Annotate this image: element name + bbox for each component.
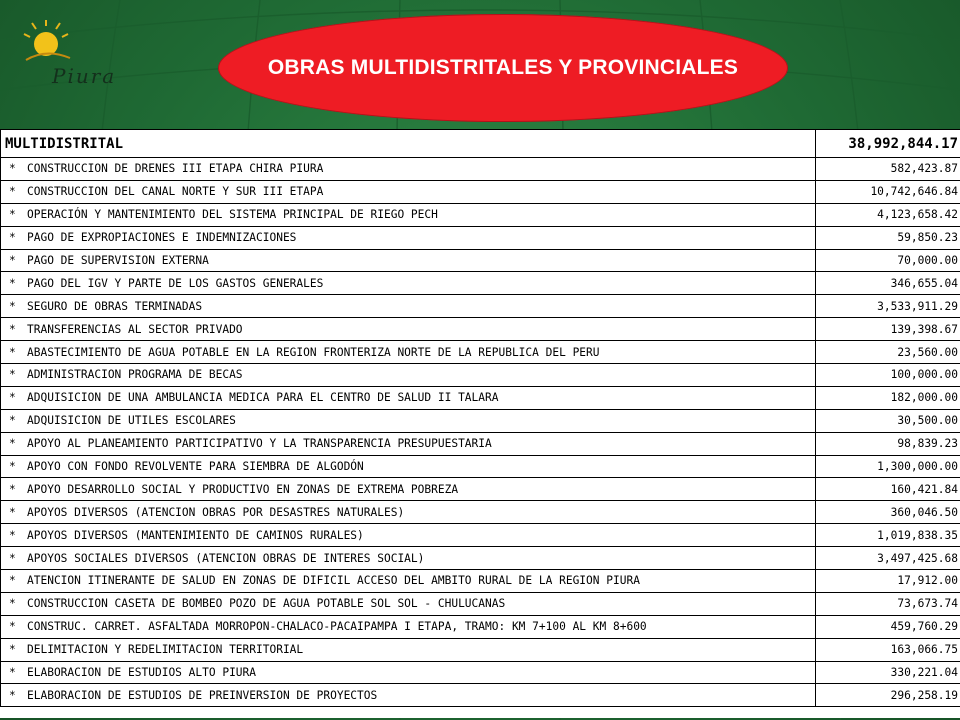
table-row bbox=[1, 295, 960, 318]
project-name-cell bbox=[1, 592, 816, 615]
table-row bbox=[1, 524, 960, 547]
bullet-marker: * bbox=[9, 276, 16, 290]
project-name-cell bbox=[1, 158, 816, 181]
project-amount: 59,850.23 bbox=[816, 226, 960, 249]
project-name-cell bbox=[1, 455, 816, 478]
project-name-cell bbox=[1, 638, 816, 661]
project-amount: 70,000.00 bbox=[816, 249, 960, 272]
project-amount: 3,533,911.29 bbox=[816, 295, 960, 318]
budget-table bbox=[0, 129, 960, 707]
project-name-cell bbox=[1, 432, 816, 455]
bullet-marker: * bbox=[9, 597, 16, 611]
project-name-cell bbox=[1, 295, 816, 318]
bullet-marker: * bbox=[9, 322, 16, 336]
project-name: ADQUISICION DE UTILES ESCOLARES bbox=[27, 414, 236, 428]
table-row bbox=[1, 341, 960, 364]
table-row bbox=[1, 272, 960, 295]
bullet-marker: * bbox=[9, 688, 16, 702]
table-row bbox=[1, 180, 960, 203]
project-amount: 73,673.74 bbox=[816, 592, 960, 615]
table-header-row bbox=[1, 130, 960, 158]
project-name: APOYO AL PLANEAMIENTO PARTICIPATIVO Y LA TRANSPARENCIA PRESUPUESTARIA bbox=[27, 437, 492, 451]
table-row bbox=[1, 501, 960, 524]
project-name-cell bbox=[1, 501, 816, 524]
project-name: APOYOS DIVERSOS (ATENCION OBRAS POR DESASTRES NATURALES) bbox=[27, 505, 405, 519]
budget-table-container bbox=[0, 129, 960, 718]
project-name: APOYOS SOCIALES DIVERSOS (ATENCION OBRAS DE INTERES SOCIAL) bbox=[27, 551, 425, 565]
project-name: ADQUISICION DE UNA AMBULANCIA MEDICA PARA EL CENTRO DE SALUD II TALARA bbox=[27, 391, 499, 405]
bullet-marker: * bbox=[9, 414, 16, 428]
project-amount: 10,742,646.84 bbox=[816, 180, 960, 203]
project-name-cell bbox=[1, 226, 816, 249]
project-name-cell bbox=[1, 364, 816, 387]
project-amount: 3,497,425.68 bbox=[816, 547, 960, 570]
project-name: ADMINISTRACION PROGRAMA DE BECAS bbox=[27, 368, 243, 382]
piura-logo bbox=[18, 20, 117, 90]
project-amount: 459,760.29 bbox=[816, 615, 960, 638]
project-amount: 30,500.00 bbox=[816, 409, 960, 432]
project-amount: 582,423.87 bbox=[816, 158, 960, 181]
bullet-marker: * bbox=[9, 368, 16, 382]
bullet-marker: * bbox=[9, 482, 16, 496]
table-row bbox=[1, 638, 960, 661]
project-name: OPERACIÓN Y MANTENIMIENTO DEL SISTEMA PRINCIPAL DE RIEGO PECH bbox=[27, 208, 438, 222]
project-name: CONSTRUC. CARRET. ASFALTADA MORROPON-CHALACO-PACAIPAMPA I ETAPA, TRAMO: KM 7+100 AL KM 8+600 bbox=[27, 620, 647, 634]
project-name: PAGO DE SUPERVISION EXTERNA bbox=[27, 254, 209, 267]
bullet-marker: * bbox=[9, 505, 16, 519]
project-amount: 296,258.19 bbox=[816, 684, 960, 707]
project-amount: 330,221.04 bbox=[816, 661, 960, 684]
project-name-cell bbox=[1, 272, 816, 295]
title-banner bbox=[218, 14, 788, 122]
project-name: ABASTECIMIENTO DE AGUA POTABLE EN LA REGION FRONTERIZA NORTE DE LA REPUBLICA DEL PERU bbox=[27, 345, 600, 359]
project-name-cell bbox=[1, 341, 816, 364]
project-amount: 1,300,000.00 bbox=[816, 455, 960, 478]
project-amount: 182,000.00 bbox=[816, 386, 960, 409]
project-amount: 100,000.00 bbox=[816, 364, 960, 387]
project-name-cell bbox=[1, 203, 816, 226]
table-row bbox=[1, 386, 960, 409]
table-row bbox=[1, 455, 960, 478]
bullet-marker: * bbox=[9, 620, 16, 634]
project-amount: 4,123,658.42 bbox=[816, 203, 960, 226]
project-amount: 160,421.84 bbox=[816, 478, 960, 501]
table-row bbox=[1, 226, 960, 249]
table-row bbox=[1, 364, 960, 387]
table-row bbox=[1, 570, 960, 593]
project-name: PAGO DEL IGV Y PARTE DE LOS GASTOS GENERALES bbox=[27, 276, 324, 290]
project-name: PAGO DE EXPROPIACIONES E INDEMNIZACIONES bbox=[27, 231, 297, 245]
project-amount: 139,398.67 bbox=[816, 318, 960, 341]
bullet-marker: * bbox=[9, 162, 16, 176]
project-name: APOYO CON FONDO REVOLVENTE PARA SIEMBRA DE ALGODÓN bbox=[27, 460, 364, 474]
bullet-marker: * bbox=[9, 666, 16, 680]
bullet-marker: * bbox=[9, 551, 16, 565]
bullet-marker: * bbox=[9, 254, 16, 267]
project-name-cell bbox=[1, 409, 816, 432]
header-total: 38,992,844.17 bbox=[816, 130, 960, 158]
project-name-cell bbox=[1, 386, 816, 409]
bullet-marker: * bbox=[9, 299, 16, 313]
project-name: APOYO DESARROLLO SOCIAL Y PRODUCTIVO EN ZONAS DE EXTREMA POBREZA bbox=[27, 482, 459, 496]
project-name: ATENCION ITINERANTE DE SALUD EN ZONAS DE DIFICIL ACCESO DEL AMBITO RURAL DE LA REGION PIURA bbox=[27, 574, 640, 588]
project-amount: 346,655.04 bbox=[816, 272, 960, 295]
project-amount: 23,560.00 bbox=[816, 341, 960, 364]
bullet-marker: * bbox=[9, 643, 16, 657]
project-name-cell bbox=[1, 180, 816, 203]
project-name-cell bbox=[1, 615, 816, 638]
project-name: CONSTRUCCION DE DRENES III ETAPA CHIRA PIURA bbox=[27, 162, 324, 176]
bullet-marker: * bbox=[9, 528, 16, 542]
table-row bbox=[1, 409, 960, 432]
bullet-marker: * bbox=[9, 185, 16, 199]
page-title: OBRAS MULTIDISTRITALES Y PROVINCIALES bbox=[267, 56, 739, 79]
logo-wordmark: Piura bbox=[52, 64, 117, 88]
project-name-cell bbox=[1, 547, 816, 570]
project-name-cell bbox=[1, 524, 816, 547]
bullet-marker: * bbox=[9, 437, 16, 451]
project-name: ELABORACION DE ESTUDIOS ALTO PIURA bbox=[27, 666, 257, 680]
bullet-marker: * bbox=[9, 391, 16, 405]
table-row bbox=[1, 592, 960, 615]
table-row bbox=[1, 432, 960, 455]
table-row bbox=[1, 478, 960, 501]
project-name-cell bbox=[1, 661, 816, 684]
project-name-cell bbox=[1, 684, 816, 707]
table-row bbox=[1, 203, 960, 226]
project-name: ELABORACION DE ESTUDIOS DE PREINVERSION DE PROYECTOS bbox=[27, 688, 378, 702]
header-label: MULTIDISTRITAL bbox=[1, 130, 816, 158]
table-row bbox=[1, 661, 960, 684]
bullet-marker: * bbox=[9, 460, 16, 474]
project-name-cell bbox=[1, 478, 816, 501]
table-row bbox=[1, 684, 960, 707]
bullet-marker: * bbox=[9, 208, 16, 222]
table-row bbox=[1, 158, 960, 181]
project-name: CONSTRUCCION CASETA DE BOMBEO POZO DE AGUA POTABLE SOL SOL - CHULUCANAS bbox=[27, 597, 506, 611]
project-name: TRANSFERENCIAS AL SECTOR PRIVADO bbox=[27, 322, 243, 336]
table-row bbox=[1, 318, 960, 341]
table-row bbox=[1, 249, 960, 272]
project-name: CONSTRUCCION DEL CANAL NORTE Y SUR III ETAPA bbox=[27, 185, 324, 199]
bullet-marker: * bbox=[9, 574, 16, 588]
project-name: SEGURO DE OBRAS TERMINADAS bbox=[27, 299, 203, 313]
project-name: DELIMITACION Y REDELIMITACION TERRITORIAL bbox=[27, 643, 304, 657]
project-amount: 360,046.50 bbox=[816, 501, 960, 524]
project-name-cell bbox=[1, 570, 816, 593]
project-name-cell bbox=[1, 318, 816, 341]
project-amount: 17,912.00 bbox=[816, 570, 960, 593]
project-amount: 98,839.23 bbox=[816, 432, 960, 455]
project-name-cell bbox=[1, 249, 816, 272]
project-amount: 163,066.75 bbox=[816, 638, 960, 661]
bullet-marker: * bbox=[9, 231, 16, 245]
project-amount: 1,019,838.35 bbox=[816, 524, 960, 547]
project-name: APOYOS DIVERSOS (MANTENIMIENTO DE CAMINOS RURALES) bbox=[27, 528, 364, 542]
table-row bbox=[1, 547, 960, 570]
table-row bbox=[1, 615, 960, 638]
bullet-marker: * bbox=[9, 345, 16, 359]
